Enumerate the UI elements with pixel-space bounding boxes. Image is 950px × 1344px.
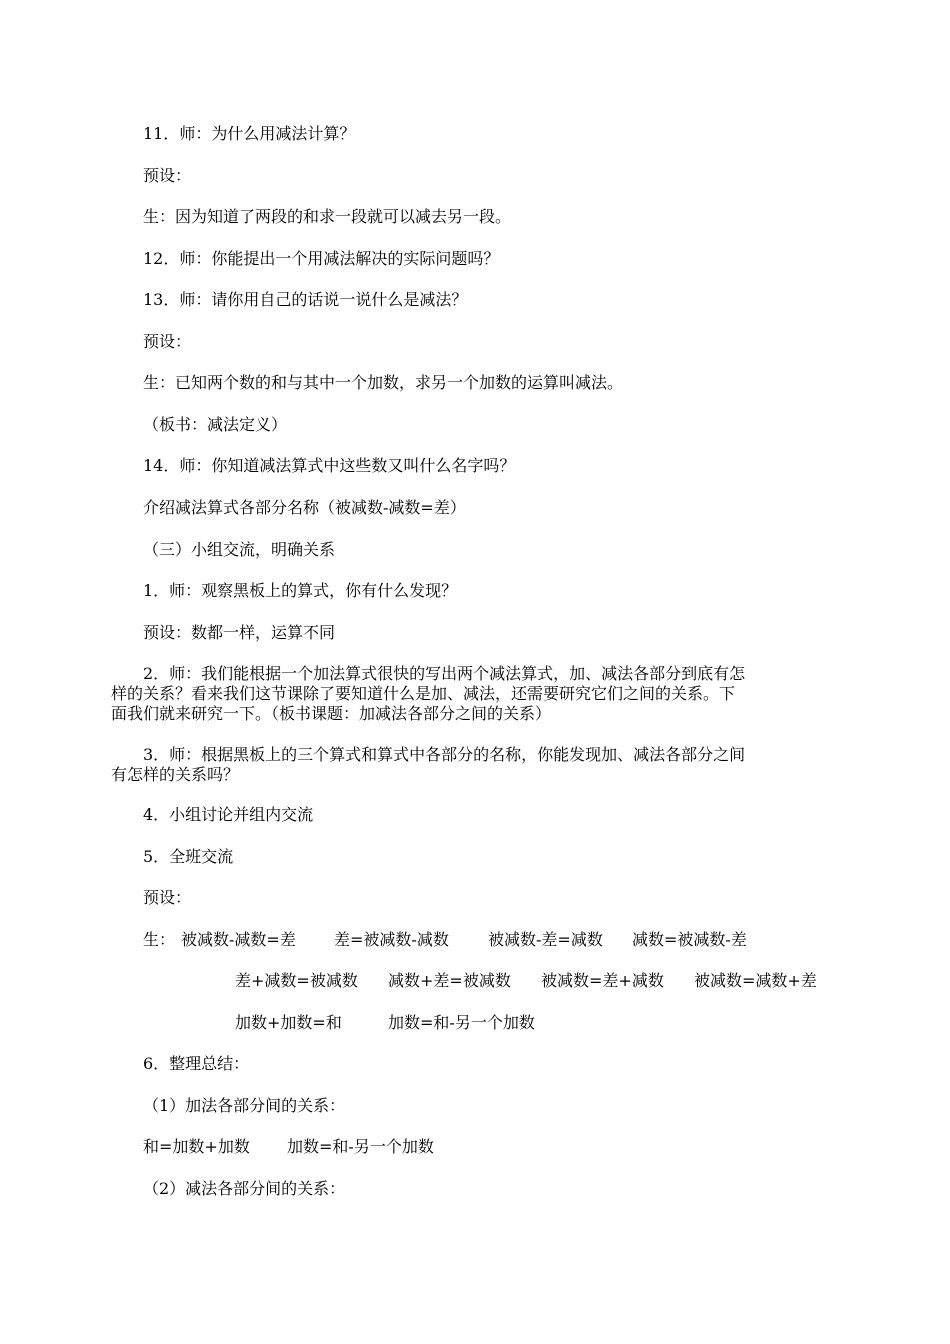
- paragraph-line: 样的关系？看来我们这节课除了要知道什么是加、减法，还需要研究它们之间的关系。下: [111, 684, 736, 703]
- equation-prefix: 生：: [143, 930, 176, 949]
- summary-subtitle: （1）加法各部分间的关系：: [143, 1096, 346, 1115]
- equation: 加数=和-另一个加数: [388, 1013, 535, 1032]
- text-line: 生：已知两个数的和与其中一个加数，求另一个加数的运算叫减法。: [143, 373, 624, 392]
- text-line: 介绍减法算式各部分名称（被减数-减数=差）: [143, 498, 466, 517]
- text-line: 13．师：请你用自己的话说一说什么是减法？: [143, 290, 468, 309]
- text-line: 生：因为知道了两段的和求一段就可以减去另一段。: [143, 207, 512, 226]
- equation: 被减数-差=减数: [488, 930, 603, 949]
- text-line: 预设：: [143, 888, 192, 907]
- section-heading: （三）小组交流，明确关系: [143, 540, 336, 559]
- text-line: 1．师：观察黑板上的算式，你有什么发现？: [143, 581, 458, 600]
- equation: 差+减数=被减数: [235, 971, 358, 990]
- text-line: 12．师：你能提出一个用减法解决的实际问题吗？: [143, 249, 500, 268]
- equation: 被减数=减数+差: [694, 971, 817, 990]
- equation: 差=被减数-减数: [334, 930, 449, 949]
- paragraph-line: 2．师：我们能根据一个加法算式很快的写出两个减法算式，加、减法各部分到底有怎: [143, 664, 746, 683]
- text-line: 4．小组讨论并组内交流: [143, 805, 314, 824]
- text-line: 预设：: [143, 166, 192, 185]
- text-line: （板书：减法定义）: [143, 415, 288, 434]
- equation: 被减数=差+减数: [541, 971, 664, 990]
- summary-title: 6．整理总结：: [143, 1054, 250, 1073]
- equation: 和=加数+加数: [143, 1137, 250, 1156]
- equation: 被减数-减数=差: [181, 930, 296, 949]
- text-line: 预设：: [143, 332, 192, 351]
- equation: 加数=和-另一个加数: [287, 1137, 434, 1156]
- text-line: 预设：数都一样，运算不同: [143, 623, 336, 642]
- text-line: 14．师：你知道减法算式中这些数又叫什么名字吗？: [143, 456, 516, 475]
- equation: 减数=被减数-差: [632, 930, 747, 949]
- paragraph-line: 3．师：根据黑板上的三个算式和算式中各部分的名称，你能发现加、减法各部分之间: [143, 745, 746, 764]
- equation: 减数+差=被减数: [388, 971, 511, 990]
- text-line: 11．师：为什么用减法计算？: [143, 124, 356, 143]
- text-line: 5．全班交流: [143, 847, 234, 866]
- paragraph-line: 面我们就来研究一下。（板书课题：加减法各部分之间的关系）: [111, 704, 552, 723]
- paragraph-line: 有怎样的关系吗？: [111, 765, 240, 784]
- summary-subtitle: （2）减法各部分间的关系：: [143, 1179, 346, 1198]
- equation: 加数+加数=和: [235, 1013, 342, 1032]
